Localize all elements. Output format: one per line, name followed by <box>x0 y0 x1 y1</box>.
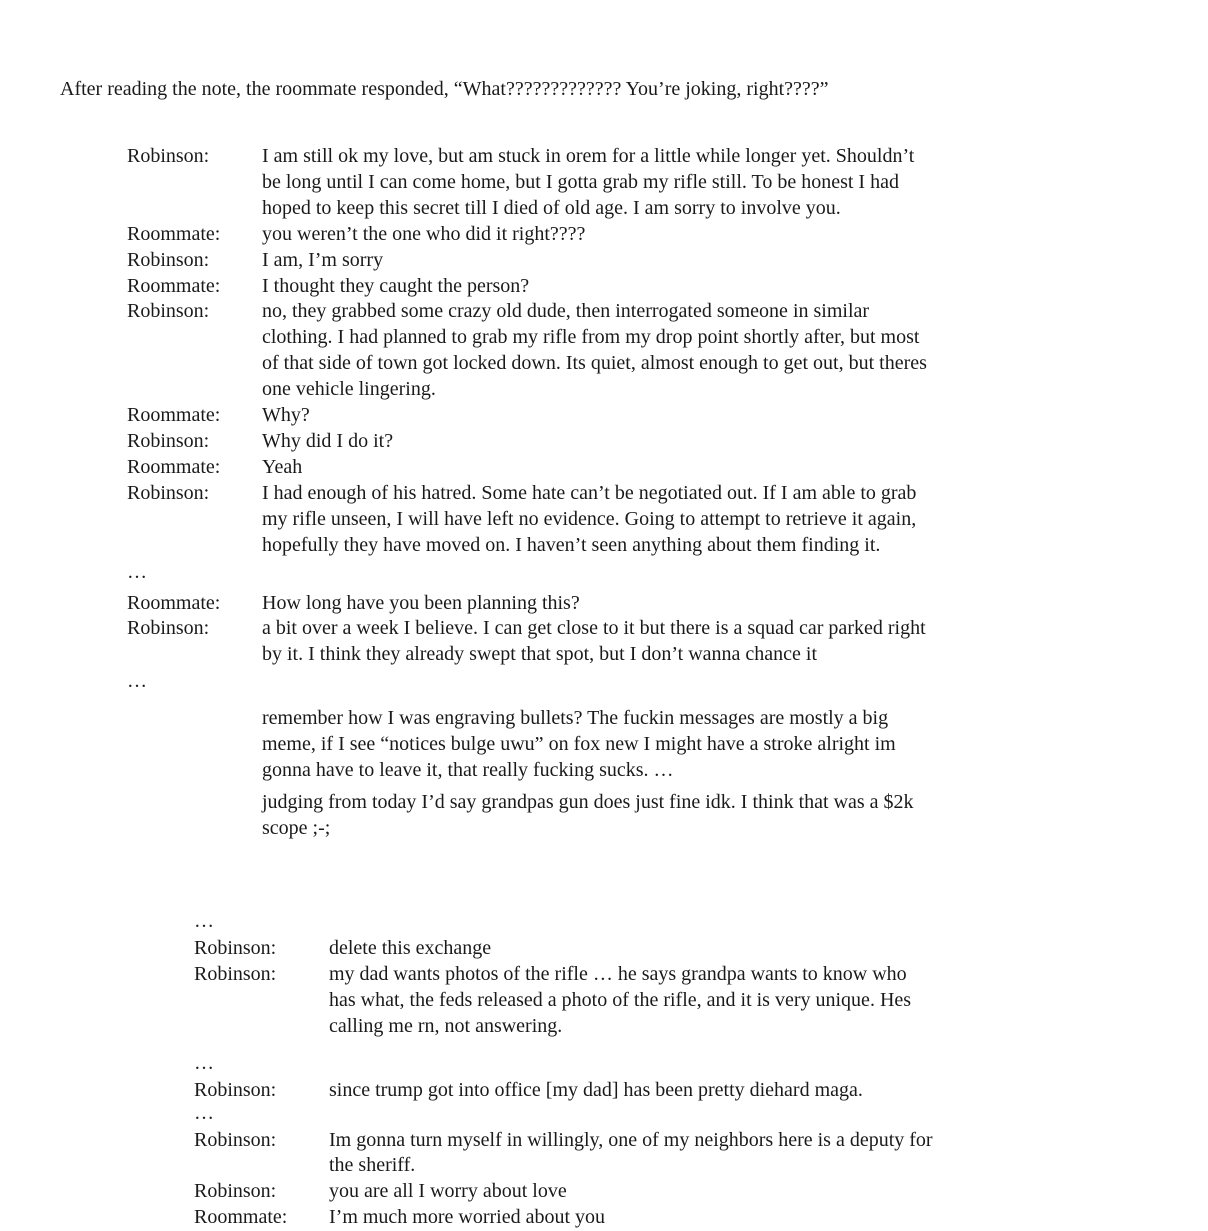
message-text: since trump got into office [my dad] has been pretty diehard maga. <box>329 1078 863 1101</box>
transcript-row <box>127 144 947 222</box>
transcript-row <box>127 248 947 274</box>
transcript-row <box>194 1205 954 1231</box>
speaker-label: Robinson: <box>127 300 210 323</box>
message-text: Why? <box>262 404 310 427</box>
speaker-label: Roommate: <box>127 455 221 478</box>
speaker-label: Roommate: <box>194 1206 288 1229</box>
speaker-label: Robinson: <box>127 429 210 452</box>
message-text: I’m much more worried about you <box>329 1206 606 1229</box>
ellipsis-separator: … <box>194 910 214 932</box>
transcript-row <box>127 222 947 248</box>
transcript-row <box>127 616 947 668</box>
speaker-label: Roommate: <box>127 274 221 297</box>
message-text: Im gonna turn myself in willingly, one of my neighbors here is a deputy for the sheriff. <box>329 1128 933 1177</box>
message-text: Why did I do it? <box>262 429 394 452</box>
message-text: Yeah <box>262 455 303 478</box>
transcript-further-indented <box>194 912 954 1231</box>
message-text: I am still ok my love, but am stuck in orem for a little while longer yet. Shouldn’t be long until I can come home, but I gotta grab my rifle still. To be honest I had hoped to keep this secret till I died of old age. I am sorry to involve you. <box>262 145 915 219</box>
speaker-label: Robinson: <box>127 248 210 271</box>
transcript-row <box>194 1078 954 1104</box>
ellipsis-separator: … <box>127 670 147 693</box>
transcript-row <box>127 274 947 300</box>
message-text: you weren’t the one who did it right???? <box>262 222 586 245</box>
message-text: How long have you been planning this? <box>262 591 580 614</box>
intro-paragraph: After reading the note, the roommate responded, “What????????????? You’re joking, right????” <box>60 78 829 100</box>
speaker-label: Roommate: <box>127 222 221 245</box>
transcript-row <box>127 299 947 403</box>
continuation-paragraph: remember how I was engraving bullets? The fuckin messages are mostly a big meme, if I see “notices bulge uwu” on fox new I might have a stroke alright im gonna have to leave it, that really fucking sucks. … <box>262 707 896 782</box>
message-text: my dad wants photos of the rifle … he says grandpa wants to know who has what, the feds released a photo of the rifle, and it is very unique. Hes calling me rn, not answering. <box>329 962 912 1037</box>
transcript-row <box>194 1128 954 1180</box>
transcript-row <box>194 962 954 1040</box>
speaker-label: Roommate: <box>127 591 221 614</box>
transcript-row <box>127 591 947 617</box>
ellipsis-separator: … <box>194 1101 214 1124</box>
transcript-row <box>127 481 947 559</box>
transcript-row <box>127 455 947 481</box>
message-text: I had enough of his hatred. Some hate can’t be negotiated out. If I am able to grab my rifle unseen, I will have left no evidence. Going to attempt to retrieve it again, hopefully they have moved on. I haven’t seen anything about them finding it. <box>262 481 917 556</box>
speaker-label: Roommate: <box>127 404 221 427</box>
message-text: I am, I’m sorry <box>262 248 384 271</box>
message-text: no, they grabbed some crazy old dude, then interrogated someone in similar clothing. I had planned to grab my rifle from my drop point shortly after, but most of that side of town got locked down. Its quiet, almost enough to get out, but theres one vehicle lingering. <box>262 300 927 401</box>
message-text: delete this exchange <box>329 937 492 959</box>
continuation-paragraph: judging from today I’d say grandpas gun does just fine idk. I think that was a $2k scope ;-; <box>262 790 914 839</box>
transcript-row <box>127 429 947 455</box>
speaker-label: Robinson: <box>194 1128 277 1151</box>
message-text: I thought they caught the person? <box>262 274 530 297</box>
transcript-row <box>194 936 954 962</box>
message-text: a bit over a week I believe. I can get close to it but there is a squad car parked right by it. I think they already swept that spot, but I don’t wanna chance it <box>262 617 926 666</box>
transcript-indented <box>127 144 947 842</box>
speaker-label: Robinson: <box>127 145 210 167</box>
speaker-label: Robinson: <box>127 481 210 504</box>
speaker-label: Robinson: <box>194 1078 277 1101</box>
transcript-row <box>127 403 947 429</box>
speaker-label: Robinson: <box>194 962 277 985</box>
transcript-row <box>194 1179 954 1205</box>
speaker-label: Robinson: <box>127 617 210 640</box>
ellipsis-separator: … <box>127 560 147 583</box>
speaker-label: Robinson: <box>194 937 277 959</box>
message-text: you are all I worry about love <box>329 1180 567 1203</box>
ellipsis-separator: … <box>194 1051 214 1074</box>
speaker-label: Robinson: <box>194 1180 277 1203</box>
